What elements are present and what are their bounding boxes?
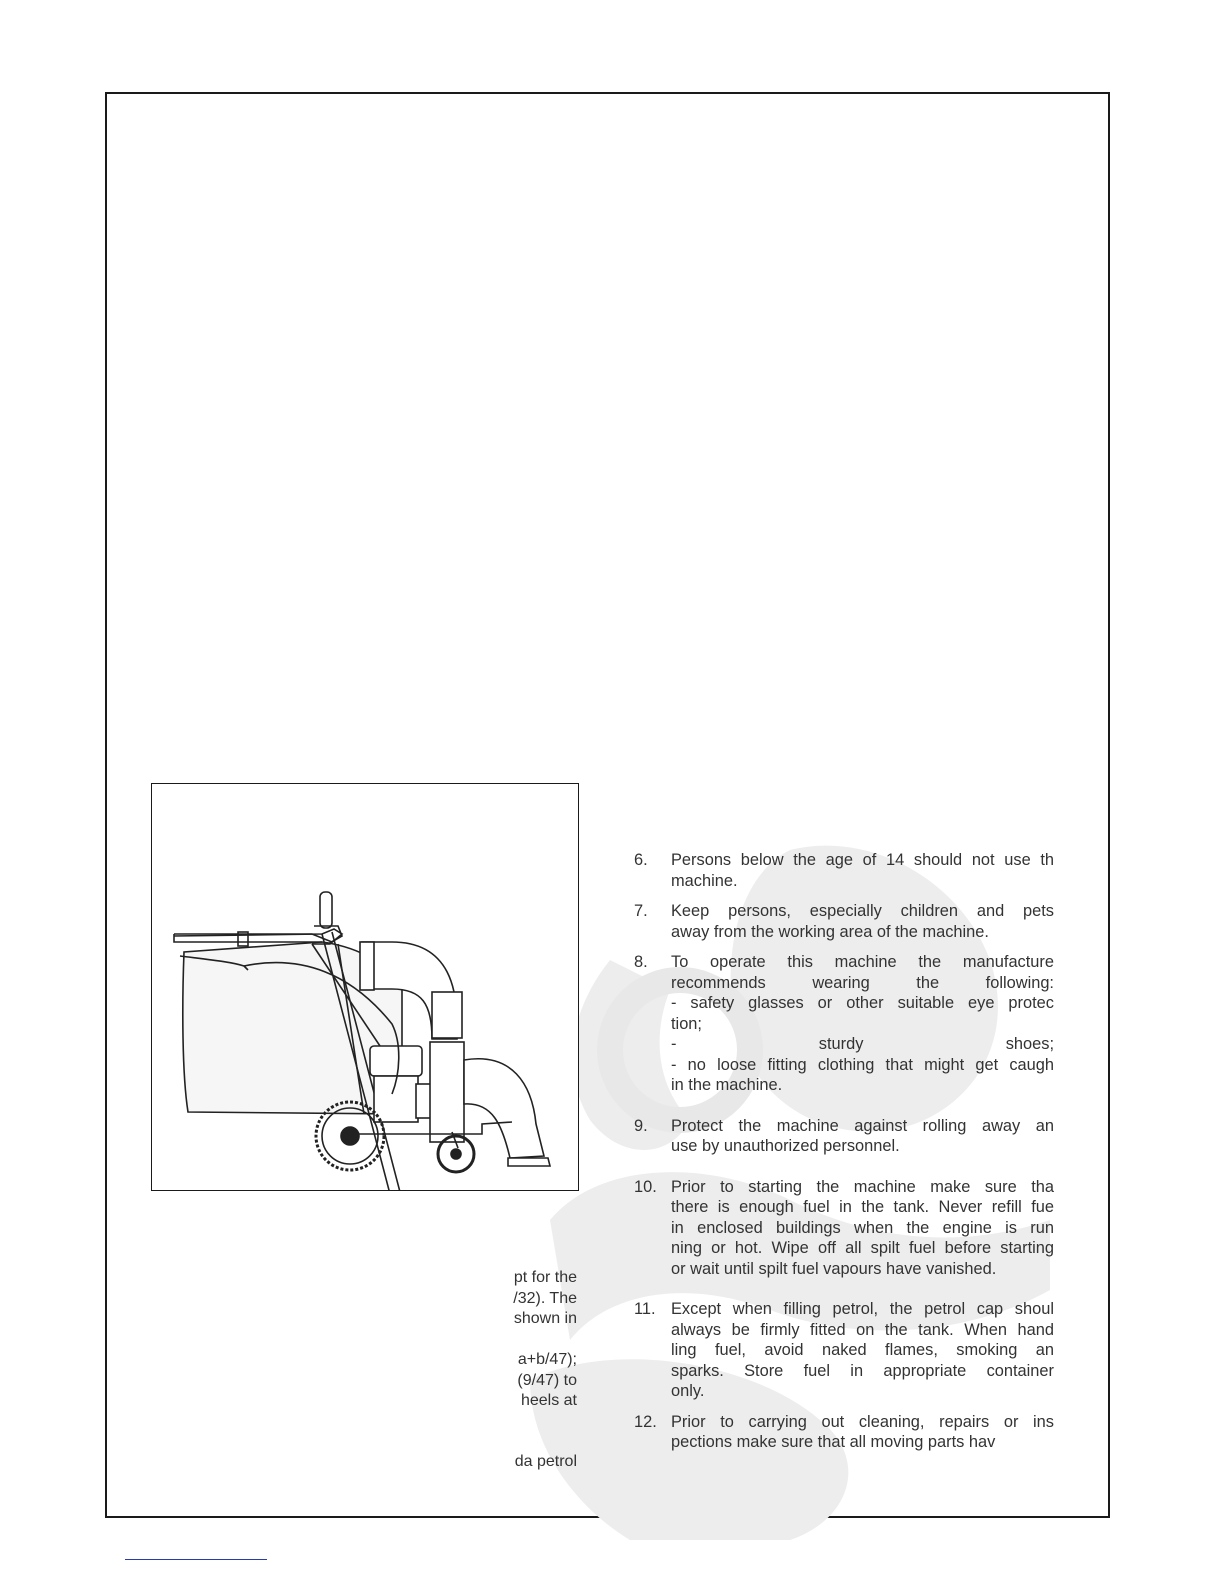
rule-line: ling fuel, avoid naked flames, smoking an bbox=[671, 1341, 1054, 1359]
safety-rule bbox=[634, 1116, 1054, 1157]
rule-line: or wait until spilt fuel vapours have vanished. bbox=[671, 1259, 997, 1278]
safety-rule bbox=[634, 850, 1054, 891]
rule-line: only. bbox=[671, 1382, 705, 1400]
fragment-line: a+b/47); bbox=[517, 1351, 577, 1368]
rule-line: always be firmly fitted on the tank. When hand bbox=[671, 1320, 1054, 1339]
machine-figure bbox=[151, 783, 579, 1191]
footer-rule bbox=[125, 1559, 267, 1560]
rule-number: 8. bbox=[634, 953, 648, 971]
rule-number: 9. bbox=[634, 1116, 648, 1135]
rule-line: Prior to carrying out cleaning, repairs or ins bbox=[671, 1412, 1054, 1431]
rule-line: ning or hot. Wipe off all spilt fuel before starting bbox=[671, 1239, 1054, 1257]
rule-line: Protect the machine against rolling away an bbox=[671, 1116, 1054, 1135]
rule-line: in the machine. bbox=[671, 1076, 783, 1094]
rule-number: 10. bbox=[634, 1177, 657, 1196]
text-fragment bbox=[517, 1350, 577, 1412]
rule-line: there is enough fuel in the tank. Never refill fue bbox=[671, 1198, 1054, 1216]
rule-line: Persons below the age of 14 should not use th bbox=[671, 851, 1054, 869]
text-fragment bbox=[513, 1268, 577, 1330]
rule-line: tion; bbox=[671, 1014, 702, 1033]
safety-rules-list bbox=[634, 850, 1054, 1453]
rule-line: Except when filling petrol, the petrol cap shoul bbox=[671, 1300, 1054, 1318]
rule-line: use by unauthorized personnel. bbox=[671, 1137, 900, 1155]
fragment-line: pt for the bbox=[513, 1269, 577, 1286]
fragment-line: da petrol bbox=[514, 1453, 577, 1470]
safety-rule bbox=[634, 1299, 1054, 1402]
rule-number: 12. bbox=[634, 1412, 657, 1431]
rule-line: - safety glasses or other suitable eye protec bbox=[671, 994, 1054, 1012]
rule-line: pections make sure that all moving parts hav bbox=[671, 1433, 996, 1451]
rule-line: Prior to starting the machine make sure tha bbox=[671, 1177, 1054, 1196]
rule-line: To operate this machine the manufacture bbox=[671, 953, 1054, 971]
rule-line: sparks. Store fuel in appropriate container bbox=[671, 1361, 1054, 1380]
rule-line: - sturdy shoes; bbox=[671, 1035, 1054, 1053]
rule-number: 11. bbox=[634, 1300, 656, 1318]
leaf-vacuum-drawing bbox=[152, 784, 578, 1190]
fragment-line: (9/47) to bbox=[517, 1371, 577, 1389]
rule-number: 7. bbox=[634, 902, 648, 920]
safety-rule bbox=[634, 901, 1054, 942]
rule-line: machine. bbox=[671, 871, 738, 890]
safety-rule bbox=[634, 1177, 1054, 1280]
safety-rule bbox=[634, 952, 1054, 1096]
fragment-line: /32). The bbox=[513, 1289, 577, 1307]
rule-line: away from the working area of the machine. bbox=[671, 922, 989, 941]
fragment-line: shown in bbox=[513, 1310, 577, 1327]
fragment-line: heels at bbox=[520, 1392, 577, 1409]
rule-line: in enclosed buildings when the engine is run bbox=[671, 1218, 1054, 1237]
rule-number: 6. bbox=[634, 851, 648, 869]
rule-line: Keep persons, especially children and pets bbox=[671, 902, 1054, 920]
rule-line: recommends wearing the following: bbox=[671, 973, 1054, 992]
safety-rule bbox=[634, 1412, 1054, 1453]
text-fragment bbox=[515, 1452, 577, 1473]
rule-line: - no loose fitting clothing that might get caugh bbox=[671, 1055, 1054, 1074]
